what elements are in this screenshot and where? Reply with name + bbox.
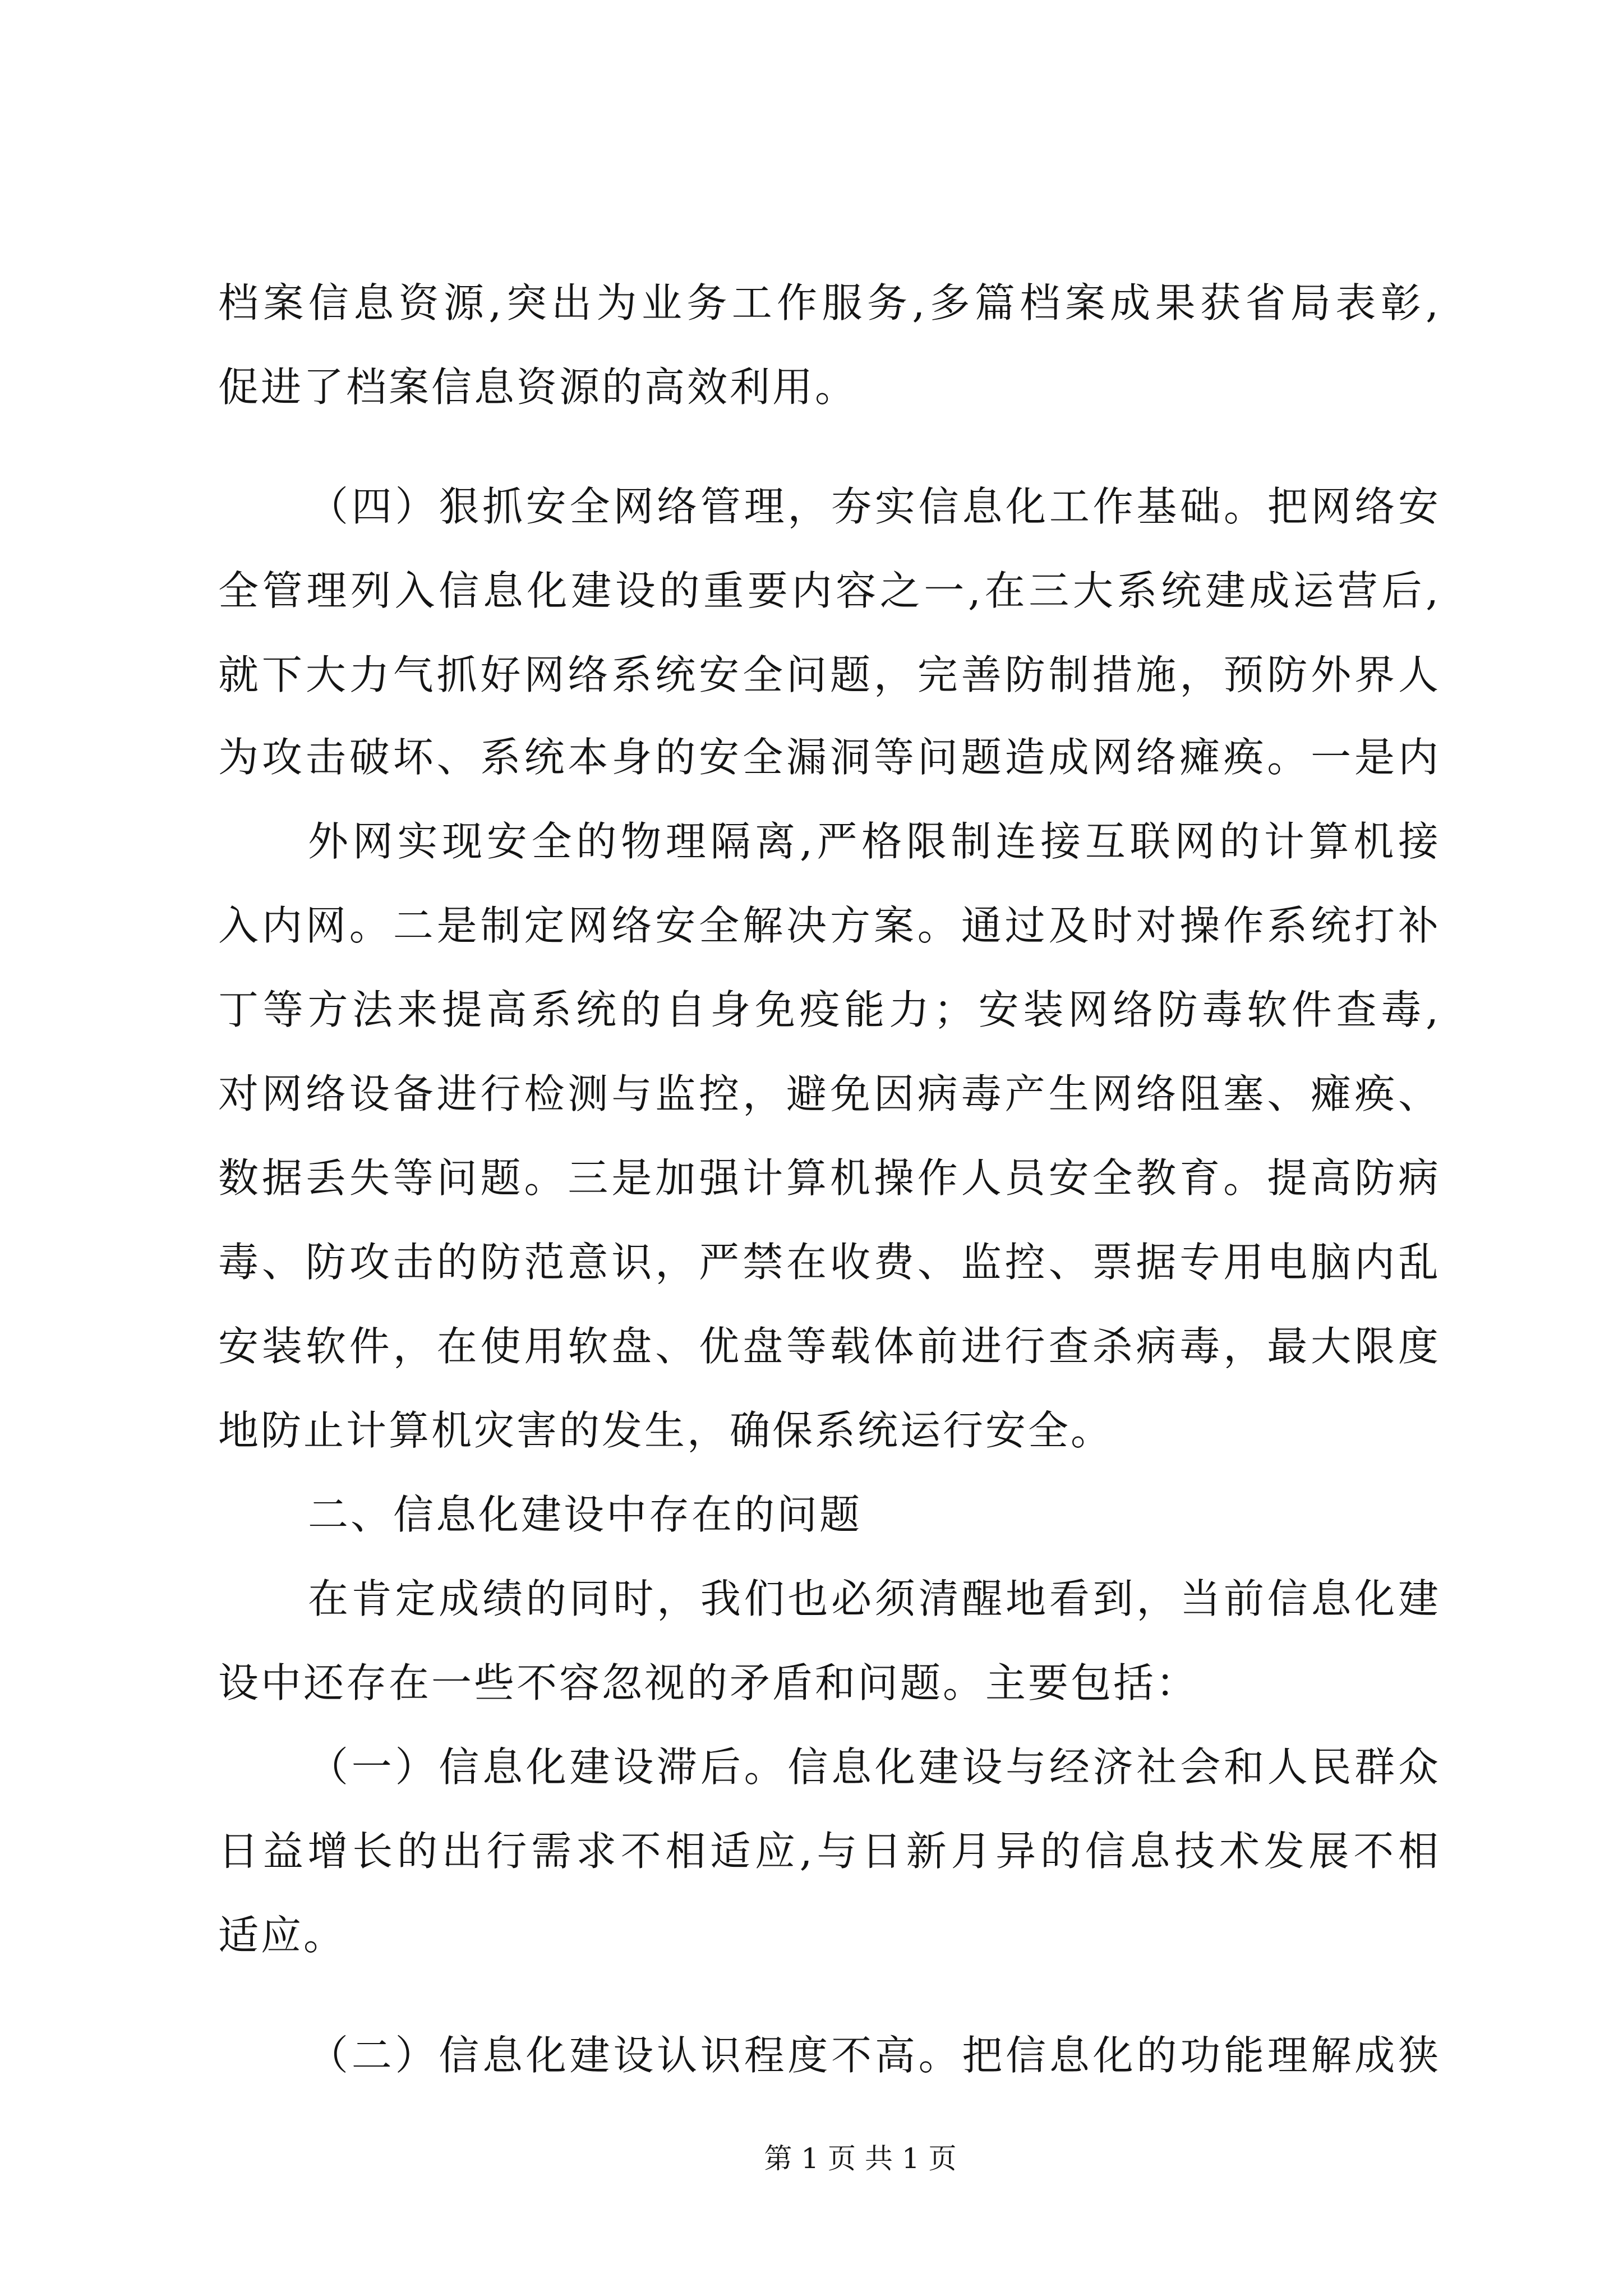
- body-text-line: 设中还存在一些不容忽视的矛盾和问题。主要包括：: [218, 1659, 1199, 1706]
- body-text-line: 对网络设备进行检测与监控，避免因病毒产生网络阻塞、瘫痪、: [218, 1070, 1441, 1117]
- body-text-line: 就下大力气抓好网络系统安全问题，完善防制措施，预防外界人: [218, 651, 1441, 698]
- body-text-line: 丁等方法来提高系统的自身免疫能力；安装网络防毒软件查毒,: [218, 986, 1441, 1033]
- body-text-line: 促进了档案信息资源的高效利用。: [218, 364, 858, 411]
- body-text-line: 毒、防攻击的防范意识，严禁在收费、监控、票据专用电脑内乱: [218, 1239, 1441, 1286]
- subsection-paragraph-start: （一）信息化建设滞后。信息化建设与经济社会和人民群众: [308, 1743, 1441, 1791]
- body-text-line: 日益增长的出行需求不相适应,与日新月异的信息技术发展不相: [218, 1828, 1441, 1875]
- body-text-line: 全管理列入信息化建设的重要内容之一,在三大系统建成运营后,: [218, 567, 1441, 614]
- subsection-paragraph-start: （二）信息化建设认识程度不高。把信息化的功能理解成狭: [308, 2032, 1441, 2079]
- body-text-line: 安装软件，在使用软盘、优盘等载体前进行查杀病毒，最大限度: [218, 1323, 1441, 1370]
- body-text-line: 数据丢失等问题。三是加强计算机操作人员安全教育。提高防病: [218, 1154, 1441, 1202]
- body-text-line: 在肯定成绩的同时，我们也必须清醒地看到，当前信息化建: [308, 1575, 1441, 1622]
- section-heading: 二、信息化建设中存在的问题: [308, 1491, 863, 1538]
- body-text-line: 入内网。二是制定网络安全解决方案。通过及时对操作系统打补: [218, 902, 1441, 949]
- body-text-line: 档案信息资源,突出为业务工作服务,多篇档案成果获省局表彰,: [218, 279, 1441, 326]
- page-footer: 第 1 页 共 1 页: [764, 2142, 957, 2175]
- body-text-line: 地防止计算机灾害的发生，确保系统运行安全。: [218, 1407, 1114, 1454]
- body-text-line: 适应。: [218, 1912, 347, 1959]
- body-text-line: 外网实现安全的物理隔离,严格限制连接互联网的计算机接: [308, 818, 1441, 865]
- subsection-paragraph-start: （四）狠抓安全网络管理，夯实信息化工作基础。把网络安: [308, 483, 1441, 530]
- body-text-line: 为攻击破坏、系统本身的安全漏洞等问题造成网络瘫痪。一是内: [218, 734, 1441, 781]
